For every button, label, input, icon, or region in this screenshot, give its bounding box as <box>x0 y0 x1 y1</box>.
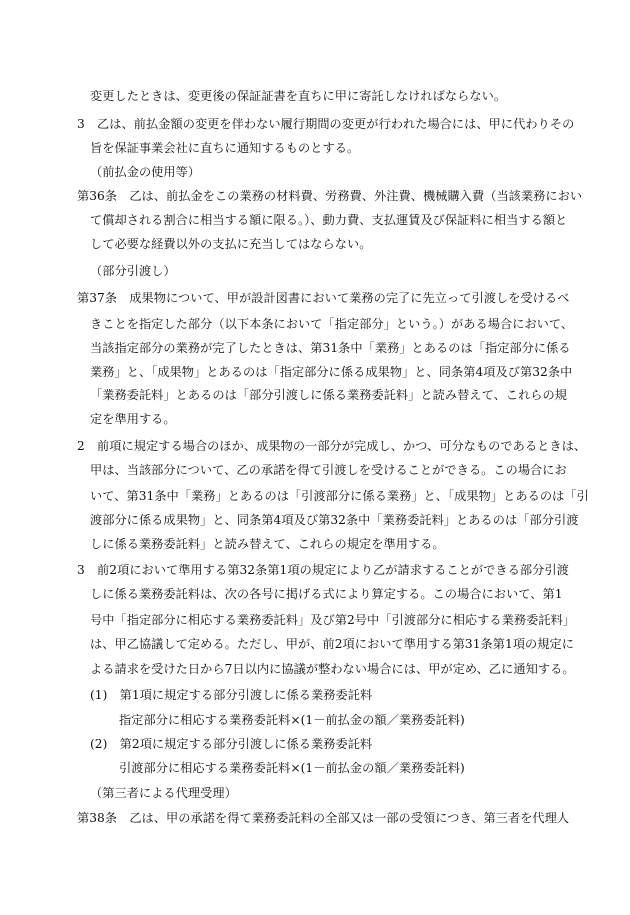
item-1-line: (1) 第1項に規定する部分引渡しに係る業務委託料 <box>90 688 373 702</box>
text-line: て償却される割合に相当する額に限る。）、動力費、支払運賃及び保証料に相当する額と <box>90 213 568 227</box>
text-line: 定を準用する。 <box>90 412 176 426</box>
text-line: 当該指定部分の業務が完了したときは、第31条中「業務」とあるのは「指定部分に係る <box>90 341 571 355</box>
formula-line: 引渡部分に相応する業務委託料×(1－前払金の額／業務委託料) <box>119 761 465 775</box>
article-38-line: 第38条 乙は、甲の承諾を得て業務委託料の全部又は一部の受領につき、第三者を代理人 <box>77 811 570 825</box>
text-line: 変更したときは、変更後の保証証書を直ちに甲に寄託しなければならない。 <box>90 89 507 103</box>
text-line: いて、第31条中「業務」とあるのは「引渡部分に係る業務」と、「成果物」とあるのは「引 <box>90 489 589 503</box>
text-line: 業務」と、「成果物」とあるのは「指定部分に係る成果物」と、同条第4項及び第32条中 <box>90 365 573 379</box>
section-heading-advance-use: （前払金の使用等） <box>90 165 201 179</box>
paragraph-3-line: 3 前2項において準用する第32条第1項の規定により乙が請求することができる部分引渡 <box>77 563 569 577</box>
text-line: 旨を保証事業会社に直ちに通知するものとする。 <box>90 141 360 155</box>
text-line: は、甲乙協議して定める。ただし、甲が、前2項において準用する第31条第1項の規定に <box>90 637 575 651</box>
text-line: 渡部分に係る成果物」と、同条第4項及び第32条中「業務委託料」とあるのは「部分引渡 <box>90 513 579 527</box>
formula-line: 指定部分に相応する業務委託料×(1－前払金の額／業務委託料) <box>119 713 465 727</box>
text-line: しに係る業務委託料」と読み替えて、これらの規定を準用する。 <box>90 537 445 551</box>
article-36-line: 第36条 乙は、前払金をこの業務の材料費、労務費、外注費、機械購入費（当該業務におい <box>77 189 583 203</box>
text-line: しに係る業務委託料は、次の各号に掲げる式により算定する。この場合において、第1 <box>90 587 563 601</box>
text-line: 号中「指定部分に相応する業務委託料」及び第2号中「引渡部分に相応する業務委託料」 <box>90 613 576 627</box>
paragraph-2-line: 2 前項に規定する場合のほか、成果物の一部分が完成し、かつ、可分なものであるときは、 <box>77 439 587 453</box>
article-37-line: 第37条 成果物について、甲が設計図書において業務の完了に先立って引渡しを受けるべ <box>77 291 570 305</box>
item-2-line: (2) 第2項に規定する部分引渡しに係る業務委託料 <box>90 737 373 751</box>
text-line: 「業務委託料」とあるのは「部分引渡しに係る業務委託料」と読み替えて、これらの規 <box>90 388 568 402</box>
section-heading-agent-receipt: （第三者による代理受理） <box>90 786 237 800</box>
text-line: きことを指定した部分（以下本条において「指定部分」という。）がある場合において、 <box>90 317 574 331</box>
text-line: して必要な経費以外の支払に充当してはならない。 <box>90 237 372 251</box>
text-line: よる請求を受けた日から7日以内に協議が整わない場合には、甲が定め、乙に通知する。 <box>90 662 575 676</box>
text-line: 甲は、当該部分について、乙の承諾を得て引渡しを受けることができる。この場合にお <box>90 463 567 477</box>
section-heading-partial-delivery: （部分引渡し） <box>90 264 176 278</box>
paragraph-3-line: 3 乙は、前払金額の変更を伴わない履行期間の変更が行われた場合には、甲に代わりその <box>77 117 575 131</box>
